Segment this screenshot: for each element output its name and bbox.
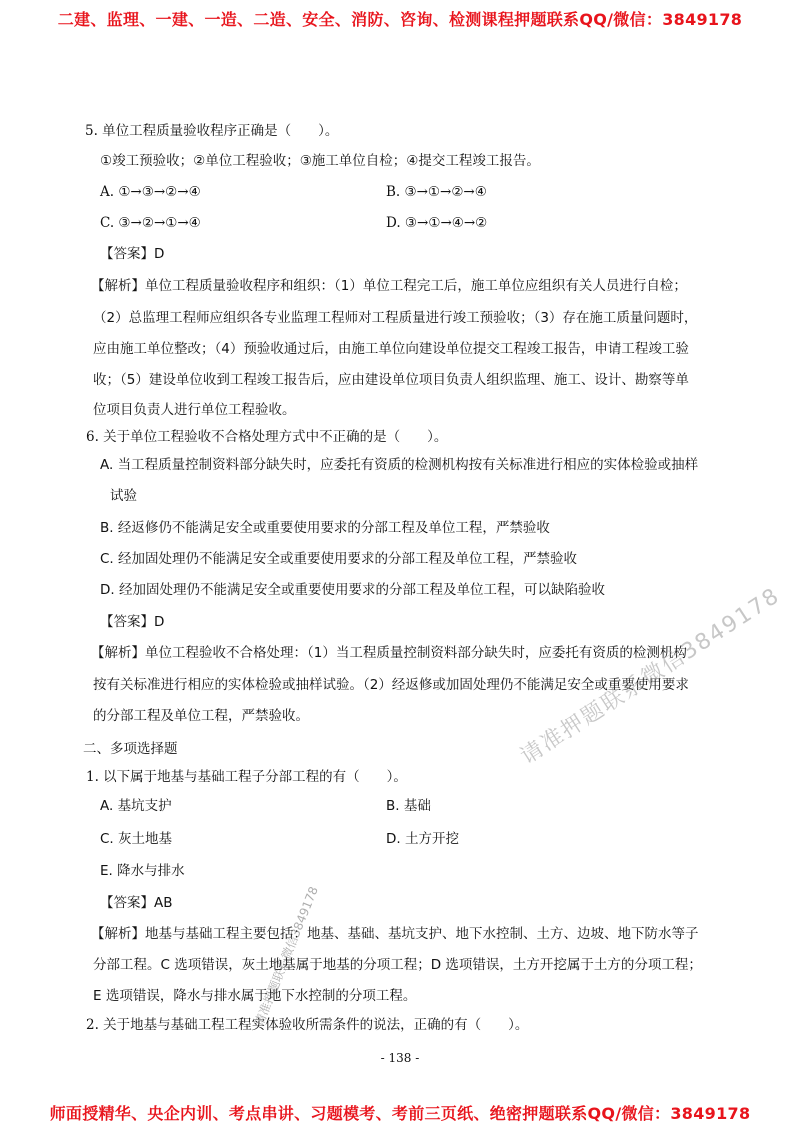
q5-analysis-line: 位项目负责人进行单位工程验收。 (93, 402, 296, 418)
q6-analysis-line: 【解析】单位工程验收不合格处理：（1）当工程质量控制资料部分缺失时，应委托有资质的检测机构 (91, 645, 687, 661)
q6-option-d: D. 经加固处理仍不能满足安全或重要使用要求的分部工程及单位工程，可以缺陷验收 (100, 582, 605, 598)
footer-banner: 师面授精华、央企内训、考点串讲、习题模考、考前三页纸、绝密押题联系QQ/微信：3849178 (49, 1104, 751, 1123)
q5-answer: 【答案】D (100, 246, 165, 262)
m1-option-a: A. 基坑支护 (100, 798, 172, 814)
m2-stem: 2. 关于地基与基础工程工程实体验收所需条件的说法，正确的有（ ）。 (86, 1017, 529, 1033)
m1-answer: 【答案】AB (100, 895, 173, 911)
m1-analysis-line: 【解析】地基与基础工程主要包括：地基、基础、基坑支护、地下水控制、土方、边坡、地下防水等子 (91, 926, 699, 942)
m1-option-d: D. 土方开挖 (386, 831, 459, 847)
q6-option-a-continued: 试验 (110, 488, 137, 504)
q6-answer: 【答案】D (100, 614, 165, 630)
q5-analysis-line: 【解析】单位工程质量验收程序和组织：（1）单位工程完工后，施工单位应组织有关人员进行自检； (91, 278, 687, 294)
q5-stem: 5. 单位工程质量验收程序正确是（ ）。 (85, 123, 339, 139)
m1-option-e: E. 降水与排水 (100, 863, 185, 879)
m1-stem: 1. 以下属于地基与基础工程子分部工程的有（ ）。 (86, 769, 407, 785)
q5-option-a: A. ①→③→②→④ (100, 184, 201, 200)
q5-analysis-line: 收；（5）建设单位收到工程竣工报告后，应由建设单位项目负责人组织监理、施工、设计、勘察等单 (93, 372, 689, 388)
q6-analysis-line: 按有关标准进行相应的实体检验或抽样试验。（2）经返修或加固处理仍不能满足安全或重要使用要求 (93, 677, 689, 693)
q5-analysis-line: （2）总监理工程师应组织各专业监理工程师对工程质量进行竣工预验收；（3）存在施工质量问题时， (93, 310, 698, 326)
q6-option-c: C. 经加固处理仍不能满足安全或重要使用要求的分部工程及单位工程，严禁验收 (100, 551, 578, 567)
q5-option-b: B. ③→①→②→④ (386, 184, 487, 200)
q6-option-a: A. 当工程质量控制资料部分缺失时，应委托有资质的检测机构按有关标准进行相应的实体检验或抽样 (100, 457, 699, 473)
q6-analysis-line: 的分部工程及单位工程，严禁验收。 (93, 708, 309, 724)
q6-option-b: B. 经返修仍不能满足安全或重要使用要求的分部工程及单位工程，严禁验收 (100, 520, 550, 536)
header-banner: 二建、监理、一建、一造、二造、安全、消防、咨询、检测课程押题联系QQ/微信：3849178 (57, 10, 743, 29)
watermark: 请准押题联系微信3849178 (516, 583, 785, 770)
m1-analysis-line: E 选项错误，降水与排水属于地下水控制的分项工程。 (93, 988, 417, 1004)
page-number: - 138 - (380, 1051, 420, 1065)
q5-option-d: D. ③→①→④→② (386, 215, 488, 231)
q5-analysis-line: 应由施工单位整改；（4）预验收通过后，由施工单位向建设单位提交工程竣工报告，申请工程竣工验 (93, 341, 689, 357)
section-title: 二、多项选择题 (83, 741, 178, 757)
q5-items: ①竣工预验收；②单位工程验收；③施工单位自检；④提交工程竣工报告。 (100, 153, 540, 169)
q5-option-c: C. ③→②→①→④ (100, 215, 201, 231)
m1-option-c: C. 灰土地基 (100, 831, 173, 847)
m1-option-b: B. 基础 (386, 798, 431, 814)
m1-analysis-line: 分部工程。C 选项错误，灰土地基属于地基的分项工程；D 选项错误，土方开挖属于土方的分项工程； (93, 957, 702, 973)
watermark: 请准押题联系微信3849178 (251, 884, 321, 1029)
q6-stem: 6. 关于单位工程验收不合格处理方式中不正确的是（ ）。 (86, 429, 448, 445)
